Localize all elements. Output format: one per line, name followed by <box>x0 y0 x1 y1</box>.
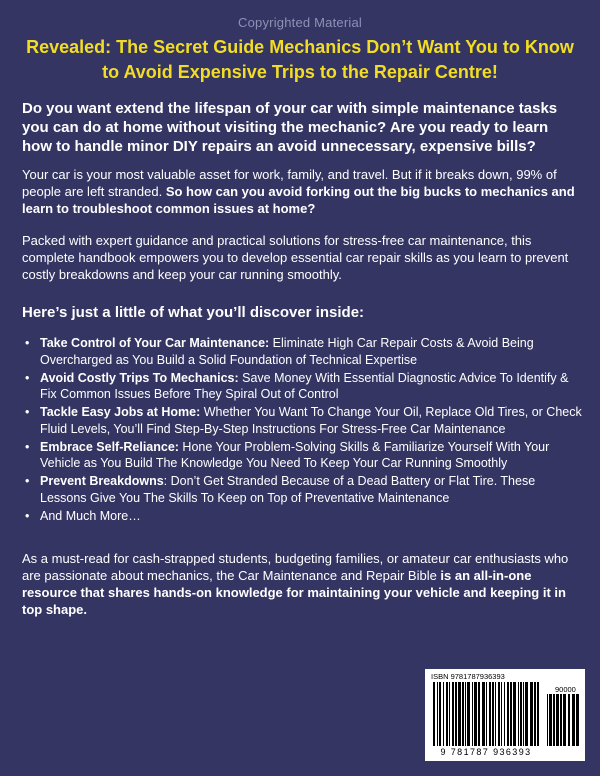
paragraph-1 <box>22 166 584 217</box>
barcode-bar <box>534 682 536 746</box>
feature-item <box>22 335 584 368</box>
barcode-bar <box>458 682 461 746</box>
barcode-bar <box>576 694 579 746</box>
feature-text: Eliminate High Car Repair Costs & Avoid Being Overcharged as You Build a Solid Foundation of Technical Expertise <box>40 336 534 367</box>
barcode-bar <box>510 682 512 746</box>
barcode-bar <box>465 682 466 746</box>
bullet-icon: • <box>25 336 30 350</box>
barcode-bar <box>482 682 485 746</box>
paragraph-1-text: Your car is your most valuable asset for work, family, and travel. But if it breaks down, 99% of people are left stranded. <box>22 167 557 199</box>
feature-title: Tackle Easy Jobs at Home: <box>40 405 201 419</box>
barcode-icon <box>433 682 543 746</box>
barcode-bar <box>452 682 454 746</box>
barcode-bar <box>492 682 494 746</box>
barcode-bar <box>537 682 539 746</box>
bullet-icon: • <box>25 405 30 419</box>
barcode-bar <box>563 694 566 746</box>
barcode-bar <box>474 682 477 746</box>
barcode-bar <box>433 682 435 746</box>
barcode-bar <box>455 682 457 746</box>
barcode-bar <box>520 682 522 746</box>
closing-paragraph <box>22 550 584 618</box>
barcode-bar <box>501 682 502 746</box>
feature-text: Save Money With Essential Diagnostic Advice To Identify & Fix Common Issues Before They Spiral Out of Control <box>40 370 569 401</box>
feature-item <box>22 439 584 472</box>
barcode-box <box>425 669 585 761</box>
barcode-bar <box>560 694 562 746</box>
barcode-bar <box>462 682 464 746</box>
barcode-bar <box>530 682 533 746</box>
bullet-icon: • <box>25 370 30 385</box>
isbn-label: ISBN 9781787936393 <box>431 672 505 681</box>
feature-text: : Don’t Get Stranded Because of a Dead Battery or Flat Tire. These Lessons Give You The Skills To Keep on Top of Preventative Maintenance <box>40 474 536 505</box>
feature-title: Take Control of Your Car Maintenance: <box>40 336 270 350</box>
barcode-bar <box>553 694 555 746</box>
barcode-bar <box>504 682 505 746</box>
barcode-addon-icon <box>547 694 579 754</box>
intro-paragraph: Do you want extend the lifespan of your car with simple maintenance tasks you can do at home without visiting the mechanic? Are you ready to learn how to handle minor DIY repairs an avoid unnecessary, expensive bills? <box>22 100 558 155</box>
feature-title: Embrace Self-Reliance: <box>40 439 179 454</box>
barcode-bar <box>525 682 528 746</box>
closing-bold: is an all-in-one resource that shares hands-on knowledge for maintaining your vehicle and keeping it in top shape. <box>22 568 566 617</box>
feature-list <box>22 335 584 526</box>
barcode-bar <box>547 694 548 746</box>
bullet-icon: • <box>25 508 30 523</box>
barcode-bar <box>437 682 438 746</box>
feature-text: Whether You Want To Change Your Oil, Replace Old Tires, or Check Fluid Levels, You’ll Find Step-By-Step Instructions For Stress-Free Car Maintenance <box>40 405 582 436</box>
barcode-bar <box>489 682 491 746</box>
closing-text: As a must-read for cash-strapped students, budgeting families, or amateur car enthusiasts who are passionate about mechanics, the Car Maintenance and Repair Bible <box>22 551 569 583</box>
watermark: Copyrighted Material <box>238 15 362 30</box>
barcode-bar <box>518 682 519 746</box>
barcode-bar <box>467 682 470 746</box>
barcode-number: 9 781787 936393 <box>440 747 532 757</box>
paragraph-1-bold: So how can you avoid forking out the big bucks to mechanics and learn to troubleshoot common issues at home? <box>22 184 575 216</box>
feature-item <box>22 508 584 525</box>
barcode-bar <box>486 682 487 746</box>
bullet-icon: • <box>25 474 30 488</box>
barcode-bar <box>472 682 473 746</box>
feature-text: Hone Your Problem-Solving Skills & Familiarize Yourself With Your Vehicle as You Build The Knowledge You Need To Keep Your Car Running Smoothly <box>40 439 550 470</box>
barcode-bar <box>549 694 552 746</box>
paragraph-2: Packed with expert guidance and practical solutions for stress-free car maintenance, this complete handbook empowers you to develop essential car repair skills as you learn to prevent costly breakdowns and keep your car running smoothly. <box>22 233 569 282</box>
barcode-bar <box>478 682 480 746</box>
feature-text: And Much More… <box>40 508 141 523</box>
barcode-bar <box>446 682 448 746</box>
feature-title: Avoid Costly Trips To Mechanics: <box>40 370 239 385</box>
feature-item <box>22 370 584 403</box>
barcode-bar <box>449 682 450 746</box>
barcode-bar <box>495 682 496 746</box>
barcode-bar <box>513 682 516 746</box>
feature-item <box>22 473 584 506</box>
feature-item <box>22 404 584 437</box>
barcode-bar <box>439 682 441 746</box>
bullet-icon: • <box>25 439 30 454</box>
barcode-bar <box>556 694 559 746</box>
barcode-addon-number: 90000 <box>555 685 576 694</box>
barcode-bar <box>443 682 444 746</box>
barcode-bar <box>568 694 570 746</box>
features-subheading: Here’s just a little of what you’ll discover inside: <box>22 304 365 321</box>
feature-title: Prevent Breakdowns <box>40 474 164 488</box>
barcode-bar <box>498 682 500 746</box>
barcode-bar <box>523 682 524 746</box>
headline: Revealed: The Secret Guide Mechanics Don’t Want You to Know to Avoid Expensive Trips to the Repair Centre! <box>26 37 574 82</box>
barcode-bar <box>572 694 575 746</box>
barcode-bar <box>507 682 509 746</box>
